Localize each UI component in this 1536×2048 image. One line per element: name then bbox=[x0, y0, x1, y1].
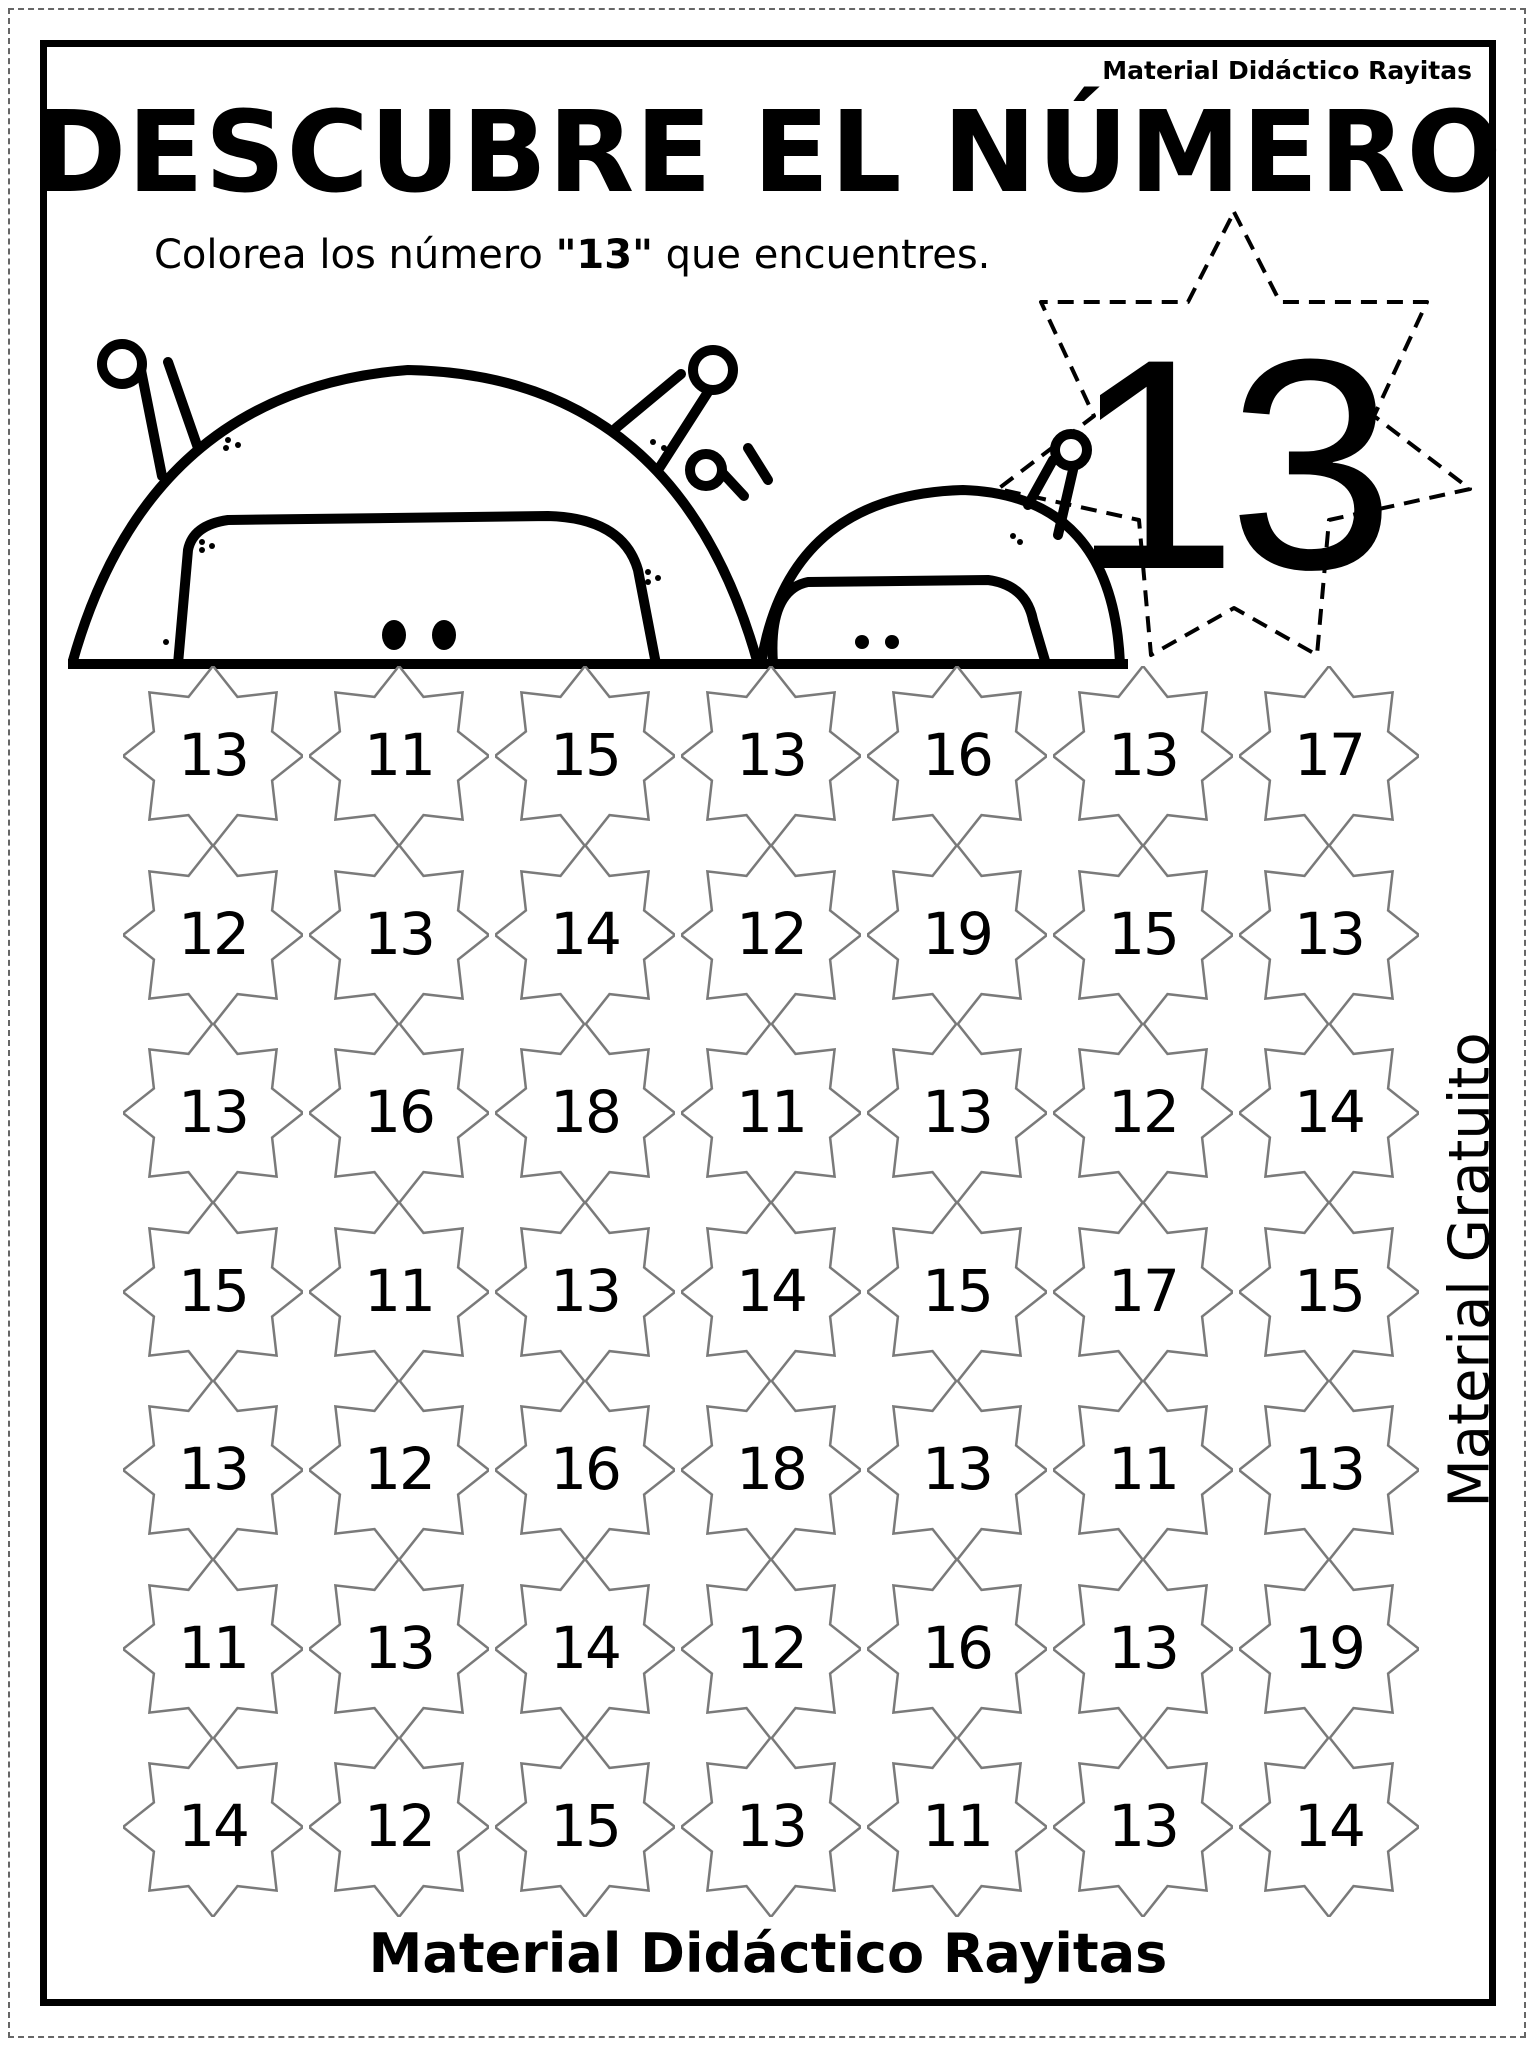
number-star[interactable] bbox=[1050, 1737, 1236, 1916]
star-number: 12 bbox=[364, 1435, 434, 1504]
star-number: 16 bbox=[364, 1078, 434, 1147]
number-star[interactable] bbox=[678, 1559, 864, 1738]
number-star[interactable] bbox=[678, 1737, 864, 1916]
number-star[interactable] bbox=[1236, 1559, 1422, 1738]
instruction-text-before: Colorea los número bbox=[154, 232, 556, 278]
number-star[interactable] bbox=[678, 1202, 864, 1381]
number-star[interactable] bbox=[864, 1559, 1050, 1738]
star-number: 11 bbox=[736, 1078, 806, 1147]
number-star[interactable] bbox=[306, 1559, 492, 1738]
instruction bbox=[154, 232, 990, 278]
number-star[interactable] bbox=[1236, 845, 1422, 1024]
star-number: 15 bbox=[1294, 1256, 1364, 1325]
side-text: Material Gratuito bbox=[1437, 1032, 1503, 1508]
star-number: 15 bbox=[1108, 899, 1178, 968]
number-star[interactable] bbox=[492, 666, 678, 845]
star-number: 11 bbox=[922, 1792, 992, 1861]
instruction-number: "13" bbox=[555, 232, 653, 278]
robots-illustration bbox=[68, 320, 1128, 680]
number-star[interactable] bbox=[120, 1202, 306, 1381]
number-star[interactable] bbox=[864, 1737, 1050, 1916]
number-star[interactable] bbox=[864, 1380, 1050, 1559]
number-star[interactable] bbox=[492, 1023, 678, 1202]
number-star[interactable] bbox=[306, 1737, 492, 1916]
number-star[interactable] bbox=[492, 1380, 678, 1559]
credit-top: Material Didáctico Rayitas bbox=[1102, 56, 1472, 85]
number-star[interactable] bbox=[1050, 845, 1236, 1024]
star-number: 14 bbox=[1294, 1078, 1364, 1147]
number-star[interactable] bbox=[120, 1737, 306, 1916]
number-star[interactable] bbox=[678, 845, 864, 1024]
number-grid bbox=[120, 666, 1422, 1916]
star-number: 13 bbox=[922, 1078, 992, 1147]
number-star[interactable] bbox=[120, 666, 306, 845]
star-number: 14 bbox=[178, 1792, 248, 1861]
number-star[interactable] bbox=[306, 1023, 492, 1202]
star-number: 18 bbox=[736, 1435, 806, 1504]
star-number: 13 bbox=[1294, 1435, 1364, 1504]
star-number: 13 bbox=[736, 1792, 806, 1861]
number-star[interactable] bbox=[1050, 1023, 1236, 1202]
star-number: 15 bbox=[550, 721, 620, 790]
star-number: 11 bbox=[1108, 1435, 1178, 1504]
number-star[interactable] bbox=[492, 1737, 678, 1916]
number-star[interactable] bbox=[306, 845, 492, 1024]
number-star[interactable] bbox=[120, 1380, 306, 1559]
number-star[interactable] bbox=[492, 1202, 678, 1381]
star-number: 13 bbox=[1108, 721, 1178, 790]
number-star[interactable] bbox=[120, 845, 306, 1024]
number-star[interactable] bbox=[120, 1559, 306, 1738]
star-number: 13 bbox=[178, 1078, 248, 1147]
number-star[interactable] bbox=[678, 1023, 864, 1202]
star-number: 13 bbox=[178, 721, 248, 790]
number-star[interactable] bbox=[1236, 666, 1422, 845]
star-number: 13 bbox=[922, 1435, 992, 1504]
star-number: 16 bbox=[922, 1613, 992, 1682]
page-title: DESCUBRE EL NÚMERO bbox=[33, 88, 1503, 218]
number-star[interactable] bbox=[1050, 1380, 1236, 1559]
number-star[interactable] bbox=[1236, 1202, 1422, 1381]
number-star[interactable] bbox=[1050, 1559, 1236, 1738]
credit-bottom: Material Didáctico Rayitas bbox=[368, 1922, 1168, 1985]
star-number: 13 bbox=[1108, 1613, 1178, 1682]
star-number: 11 bbox=[178, 1613, 248, 1682]
star-number: 15 bbox=[550, 1792, 620, 1861]
number-star[interactable] bbox=[492, 1559, 678, 1738]
star-number: 12 bbox=[1108, 1078, 1178, 1147]
number-star[interactable] bbox=[678, 666, 864, 845]
star-number: 12 bbox=[736, 1613, 806, 1682]
star-number: 13 bbox=[550, 1256, 620, 1325]
star-number: 19 bbox=[1294, 1613, 1364, 1682]
star-number: 15 bbox=[922, 1256, 992, 1325]
star-number: 18 bbox=[550, 1078, 620, 1147]
star-number: 16 bbox=[922, 721, 992, 790]
star-number: 14 bbox=[1294, 1792, 1364, 1861]
star-number: 13 bbox=[1294, 899, 1364, 968]
star-number: 13 bbox=[364, 1613, 434, 1682]
number-star[interactable] bbox=[864, 666, 1050, 845]
number-star[interactable] bbox=[492, 845, 678, 1024]
number-star[interactable] bbox=[1236, 1737, 1422, 1916]
number-star[interactable] bbox=[306, 1380, 492, 1559]
star-number: 11 bbox=[364, 1256, 434, 1325]
target-number-star bbox=[984, 206, 1484, 686]
star-number: 13 bbox=[736, 721, 806, 790]
star-number: 17 bbox=[1294, 721, 1364, 790]
star-number: 15 bbox=[178, 1256, 248, 1325]
star-number: 14 bbox=[550, 1613, 620, 1682]
star-number: 17 bbox=[1108, 1256, 1178, 1325]
star-number: 14 bbox=[736, 1256, 806, 1325]
target-number: 13 bbox=[1071, 296, 1385, 632]
number-star[interactable] bbox=[1050, 666, 1236, 845]
star-number: 12 bbox=[178, 899, 248, 968]
number-star[interactable] bbox=[120, 1023, 306, 1202]
star-number: 12 bbox=[736, 899, 806, 968]
number-star[interactable] bbox=[864, 1023, 1050, 1202]
star-number: 11 bbox=[364, 721, 434, 790]
instruction-text-after: que encuentres. bbox=[652, 232, 991, 278]
number-star[interactable] bbox=[1050, 1202, 1236, 1381]
number-star[interactable] bbox=[306, 666, 492, 845]
star-number: 13 bbox=[178, 1435, 248, 1504]
star-number: 16 bbox=[550, 1435, 620, 1504]
star-number: 14 bbox=[550, 899, 620, 968]
number-star[interactable] bbox=[864, 1202, 1050, 1381]
number-star[interactable] bbox=[1236, 1023, 1422, 1202]
star-number: 13 bbox=[1108, 1792, 1178, 1861]
number-star[interactable] bbox=[306, 1202, 492, 1381]
number-star[interactable] bbox=[678, 1380, 864, 1559]
number-star[interactable] bbox=[864, 845, 1050, 1024]
star-number: 12 bbox=[364, 1792, 434, 1861]
star-number: 13 bbox=[364, 899, 434, 968]
star-number: 19 bbox=[922, 899, 992, 968]
number-star[interactable] bbox=[1236, 1380, 1422, 1559]
